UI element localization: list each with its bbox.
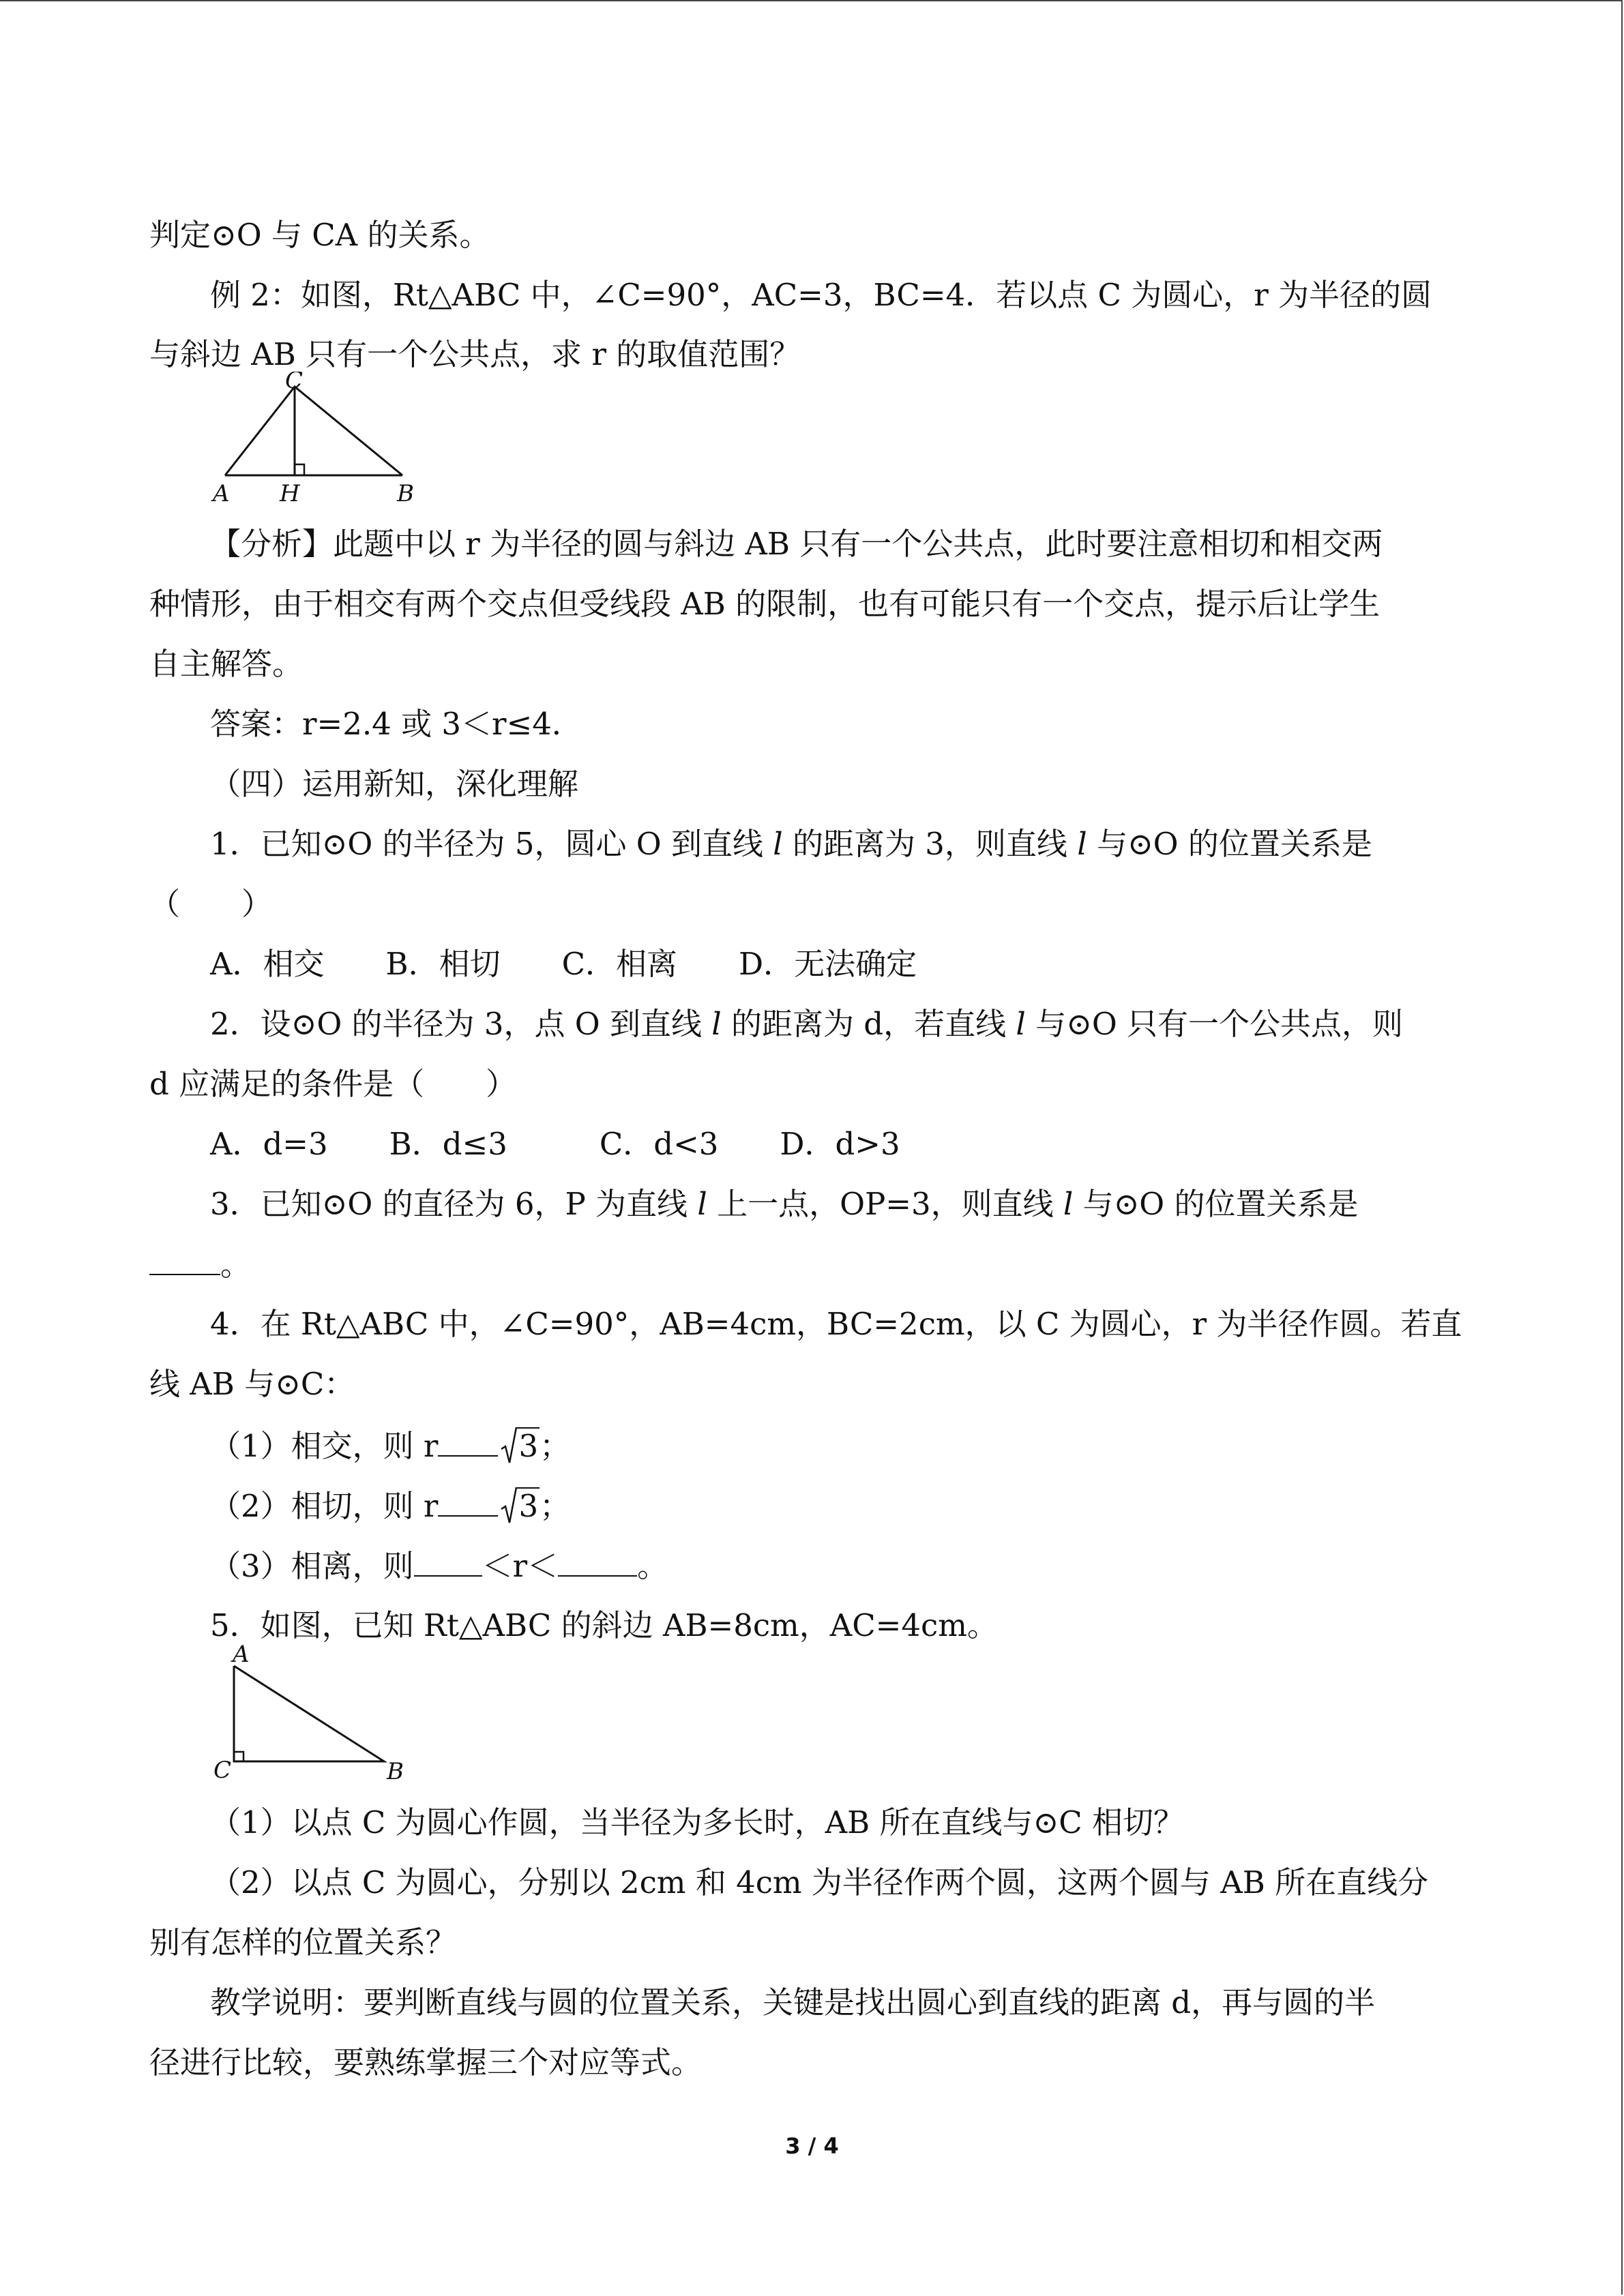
text-line: 种情形，由于相交有两个交点但受线段 AB 的限制，也有可能只有一个交点，提示后让学生	[149, 586, 1381, 622]
question-1-options: A．相交 B．相切 C．相离 D．无法确定	[210, 946, 917, 982]
label-h: H	[280, 480, 300, 507]
label-a: A	[233, 1641, 250, 1668]
label-a: A	[213, 480, 230, 507]
question-2-options: A．d=3 B．d≤3 C．d<3 D．d>3	[210, 1126, 900, 1162]
answer-blank	[438, 1485, 498, 1517]
text-line: 自主解答。	[149, 646, 304, 682]
label-b: B	[397, 480, 414, 507]
question-4-part-3: （3）相离，则 ＜r＜ 。	[210, 1545, 668, 1587]
text-line: 判定⊙O 与 CA 的关系。	[149, 217, 490, 253]
question-1: 1．已知⊙O 的半径为 5，圆心 O 到直线 l 的距离为 3，则直线 l 与⊙O 的位置关系是	[210, 826, 1372, 862]
question-4-part-2: （2）相切，则 r 3；	[210, 1485, 570, 1527]
fill-blank-line: 。	[149, 1244, 251, 1285]
figure-right-triangle	[208, 1640, 419, 1787]
question-4-part-1: （1）相交，则 r 3；	[210, 1425, 570, 1467]
sqrt-symbol: 3	[501, 1486, 540, 1527]
question-5-part-1: （1）以点 C 为圆心作圆，当半径为多长时，AB 所在直线与⊙C 相切？	[210, 1804, 1184, 1840]
label-b: B	[387, 1758, 404, 1785]
question-2: 2．设⊙O 的半径为 3，点 O 到直线 l 的距离为 d，若直线 l 与⊙O 只有一个公共点，则	[210, 1006, 1404, 1042]
answer-parentheses: （ ）	[149, 886, 273, 922]
answer-blank	[149, 1244, 220, 1275]
label-c: C	[285, 372, 304, 394]
label-c: C	[213, 1757, 232, 1784]
section-heading: （四）运用新知，深化理解	[210, 766, 579, 802]
question-4: 4．在 Rt△ABC 中，∠C=90°，AB=4cm，BC=2cm，以 C 为圆心，r 为半径作圆。若直	[210, 1306, 1462, 1342]
sqrt-symbol: 3	[501, 1426, 540, 1467]
question-5-part-2: （2）以点 C 为圆心，分别以 2cm 和 4cm 为半径作两个圆，这两个圆与 AB 所在直线分	[210, 1864, 1429, 1900]
answer-blank	[414, 1545, 482, 1577]
figure-triangle-abc-with-altitude	[205, 372, 430, 508]
text-line: 径进行比较，要熟练掌握三个对应等式。	[149, 2044, 703, 2081]
question-3: 3．已知⊙O 的直径为 6，P 为直线 l 上一点，OP=3，则直线 l 与⊙O 的位置关系是	[210, 1186, 1359, 1222]
question-5: 5．如图，已知 Rt△ABC 的斜边 AB=8cm，AC=4cm。	[210, 1607, 998, 1643]
analysis-line: 【分析】此题中以 r 为半径的圆与斜边 AB 只有一个公共点，此时要注意相切和相交两	[210, 526, 1383, 562]
answer-blank	[558, 1545, 637, 1577]
page-number: 3 / 4	[785, 2133, 839, 2159]
text-line: 线 AB 与⊙C：	[149, 1366, 355, 1402]
text-line: 与斜边 AB 只有一个公共点，求 r 的取值范围？	[149, 336, 801, 372]
example-2-line: 例 2：如图，Rt△ABC 中，∠C=90°，AC=3，BC=4．若以点 C 为圆心，r 为半径的圆	[210, 277, 1432, 313]
teaching-note: 教学说明：要判断直线与圆的位置关系，关键是找出圆心到直线的距离 d，再与圆的半	[210, 1984, 1376, 2021]
answer-line: 答案：r=2.4 或 3＜r≤4．	[210, 706, 582, 742]
answer-blank	[438, 1425, 498, 1457]
text-line: 别有怎样的位置关系？	[149, 1924, 457, 1960]
text-line: d 应满足的条件是（ ）	[149, 1066, 517, 1102]
